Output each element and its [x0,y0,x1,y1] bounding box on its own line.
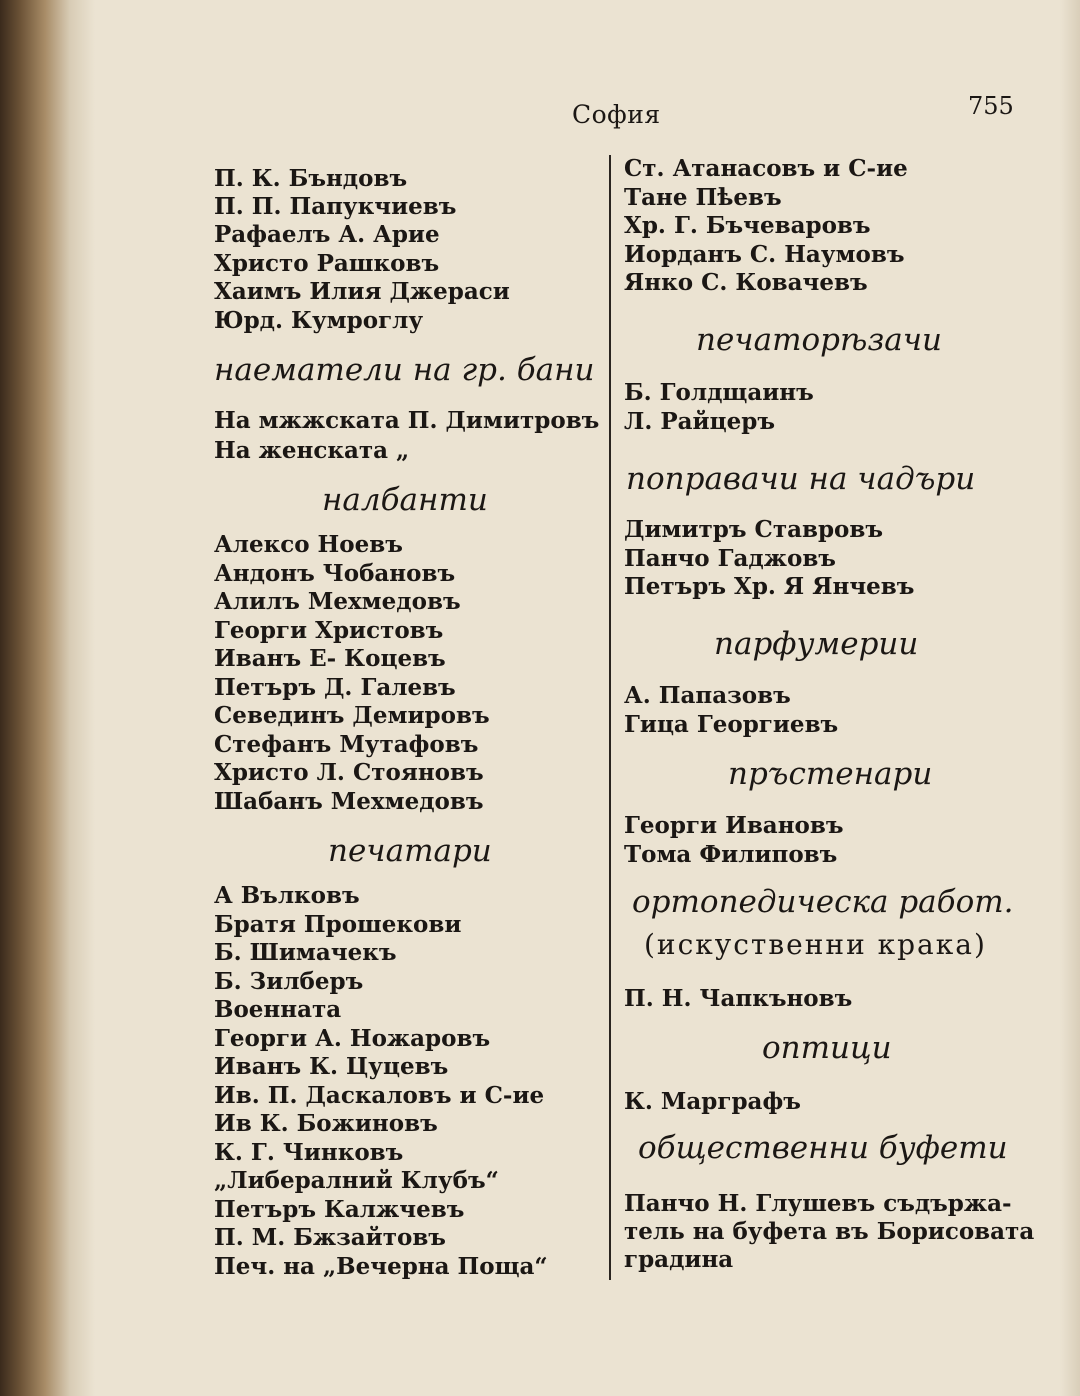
list-item: Панчо Гаджовъ [624,545,836,572]
list-item: Георги Ивановъ [624,812,844,839]
list-item: Гица Георгиевъ [624,711,839,738]
list-item: Юрд. Кумроглу [214,307,424,334]
list-item: Петъръ Хр. Я Янчевъ [624,573,915,600]
list-item: Ив К. Божиновъ [214,1110,438,1137]
section-heading-engravers: печаторѣзачи [696,322,942,358]
list-item: Печ. на „Вечерна Поща“ [214,1253,548,1280]
list-item: П. Н. Чапкъновъ [624,985,853,1012]
list-item: Андонъ Чобановъ [214,560,456,587]
list-item: Иванъ Е- Коцевъ [214,645,446,672]
list-item: К. Г. Чинковъ [214,1139,404,1166]
list-item: П. К. Бъндовъ [214,165,408,192]
list-item: Ст. Атанасовъ и С-ие [624,155,908,182]
list-item: Петъръ Калжчевъ [214,1196,465,1223]
list-item: Янко С. Ковачевъ [624,269,868,296]
section-heading-umbrellas: поправачи на чадъри [626,461,976,497]
list-item: П. М. Бжзайтовъ [214,1224,446,1251]
list-item: Панчо Н. Глушевъ съдържа- [624,1190,1012,1217]
section-subheading-orthopedic: (искуственни крака) [644,928,987,961]
section-heading-nalbanti: налбанти [322,482,488,518]
list-item: Христо Рашковъ [214,250,440,277]
list-item: К. Марграфъ [624,1088,801,1115]
list-item: Рафаелъ А. Арие [214,221,440,248]
list-item: Хаимъ Илия Джераси [214,278,510,305]
list-item: Иорданъ С. Наумовъ [624,241,905,268]
column-divider [609,155,611,1280]
list-item: градина [624,1246,734,1273]
page-number: 755 [968,92,1014,120]
section-heading-baths: наематели на гр. бани [214,352,595,388]
list-item: Шабанъ Мехмедовъ [214,788,484,815]
list-item: Петъръ Д. Галевъ [214,674,456,701]
list-item: Хр. Г. Бъчеваровъ [624,212,871,239]
list-item: Б. Шимачекъ [214,939,397,966]
section-heading-orthopedic: ортопедическа работ. [632,884,1014,920]
section-heading-buffets: общественни буфети [638,1130,1008,1166]
list-item: Димитръ Ставровъ [624,516,884,543]
list-item: „Либералний Клубъ“ [214,1167,499,1194]
list-item: Тома Филиповъ [624,841,838,868]
list-item: На мжжската П. Димитровъ [214,407,600,434]
list-item: Тане Пѣевъ [624,184,782,211]
list-item: Христо Л. Стояновъ [214,759,484,786]
running-header-title: София [572,100,661,129]
list-item: А. Папазовъ [624,682,791,709]
section-heading-optics: оптици [762,1030,892,1066]
list-item: Б. Зилберъ [214,968,364,995]
list-item: Военната [214,996,342,1023]
list-item: Братя Прошекови [214,911,462,938]
list-item: Иванъ К. Цуцевъ [214,1053,449,1080]
section-heading-rings: пръстенари [728,756,933,792]
list-item: Георги А. Ножаровъ [214,1025,491,1052]
list-item: А Вълковъ [214,882,360,909]
list-item: тель на буфета въ Борисовата [624,1218,1035,1245]
list-item: П. П. Папукчиевъ [214,193,457,220]
list-item: Стефанъ Мутафовъ [214,731,479,758]
list-item: Л. Райцеръ [624,408,775,435]
list-item: Георги Христовъ [214,617,444,644]
list-item: Б. Голдщаинъ [624,379,814,406]
list-item: Ив. П. Даскаловъ и С-ие [214,1082,545,1109]
list-item: Алилъ Мехмедовъ [214,588,461,615]
section-heading-printers: печатари [328,833,492,869]
list-item: Севединъ Демировъ [214,702,490,729]
section-heading-perfume: парфумерии [714,626,919,662]
list-item: На женската „ [214,437,410,464]
list-item: Алексо Ноевъ [214,531,403,558]
